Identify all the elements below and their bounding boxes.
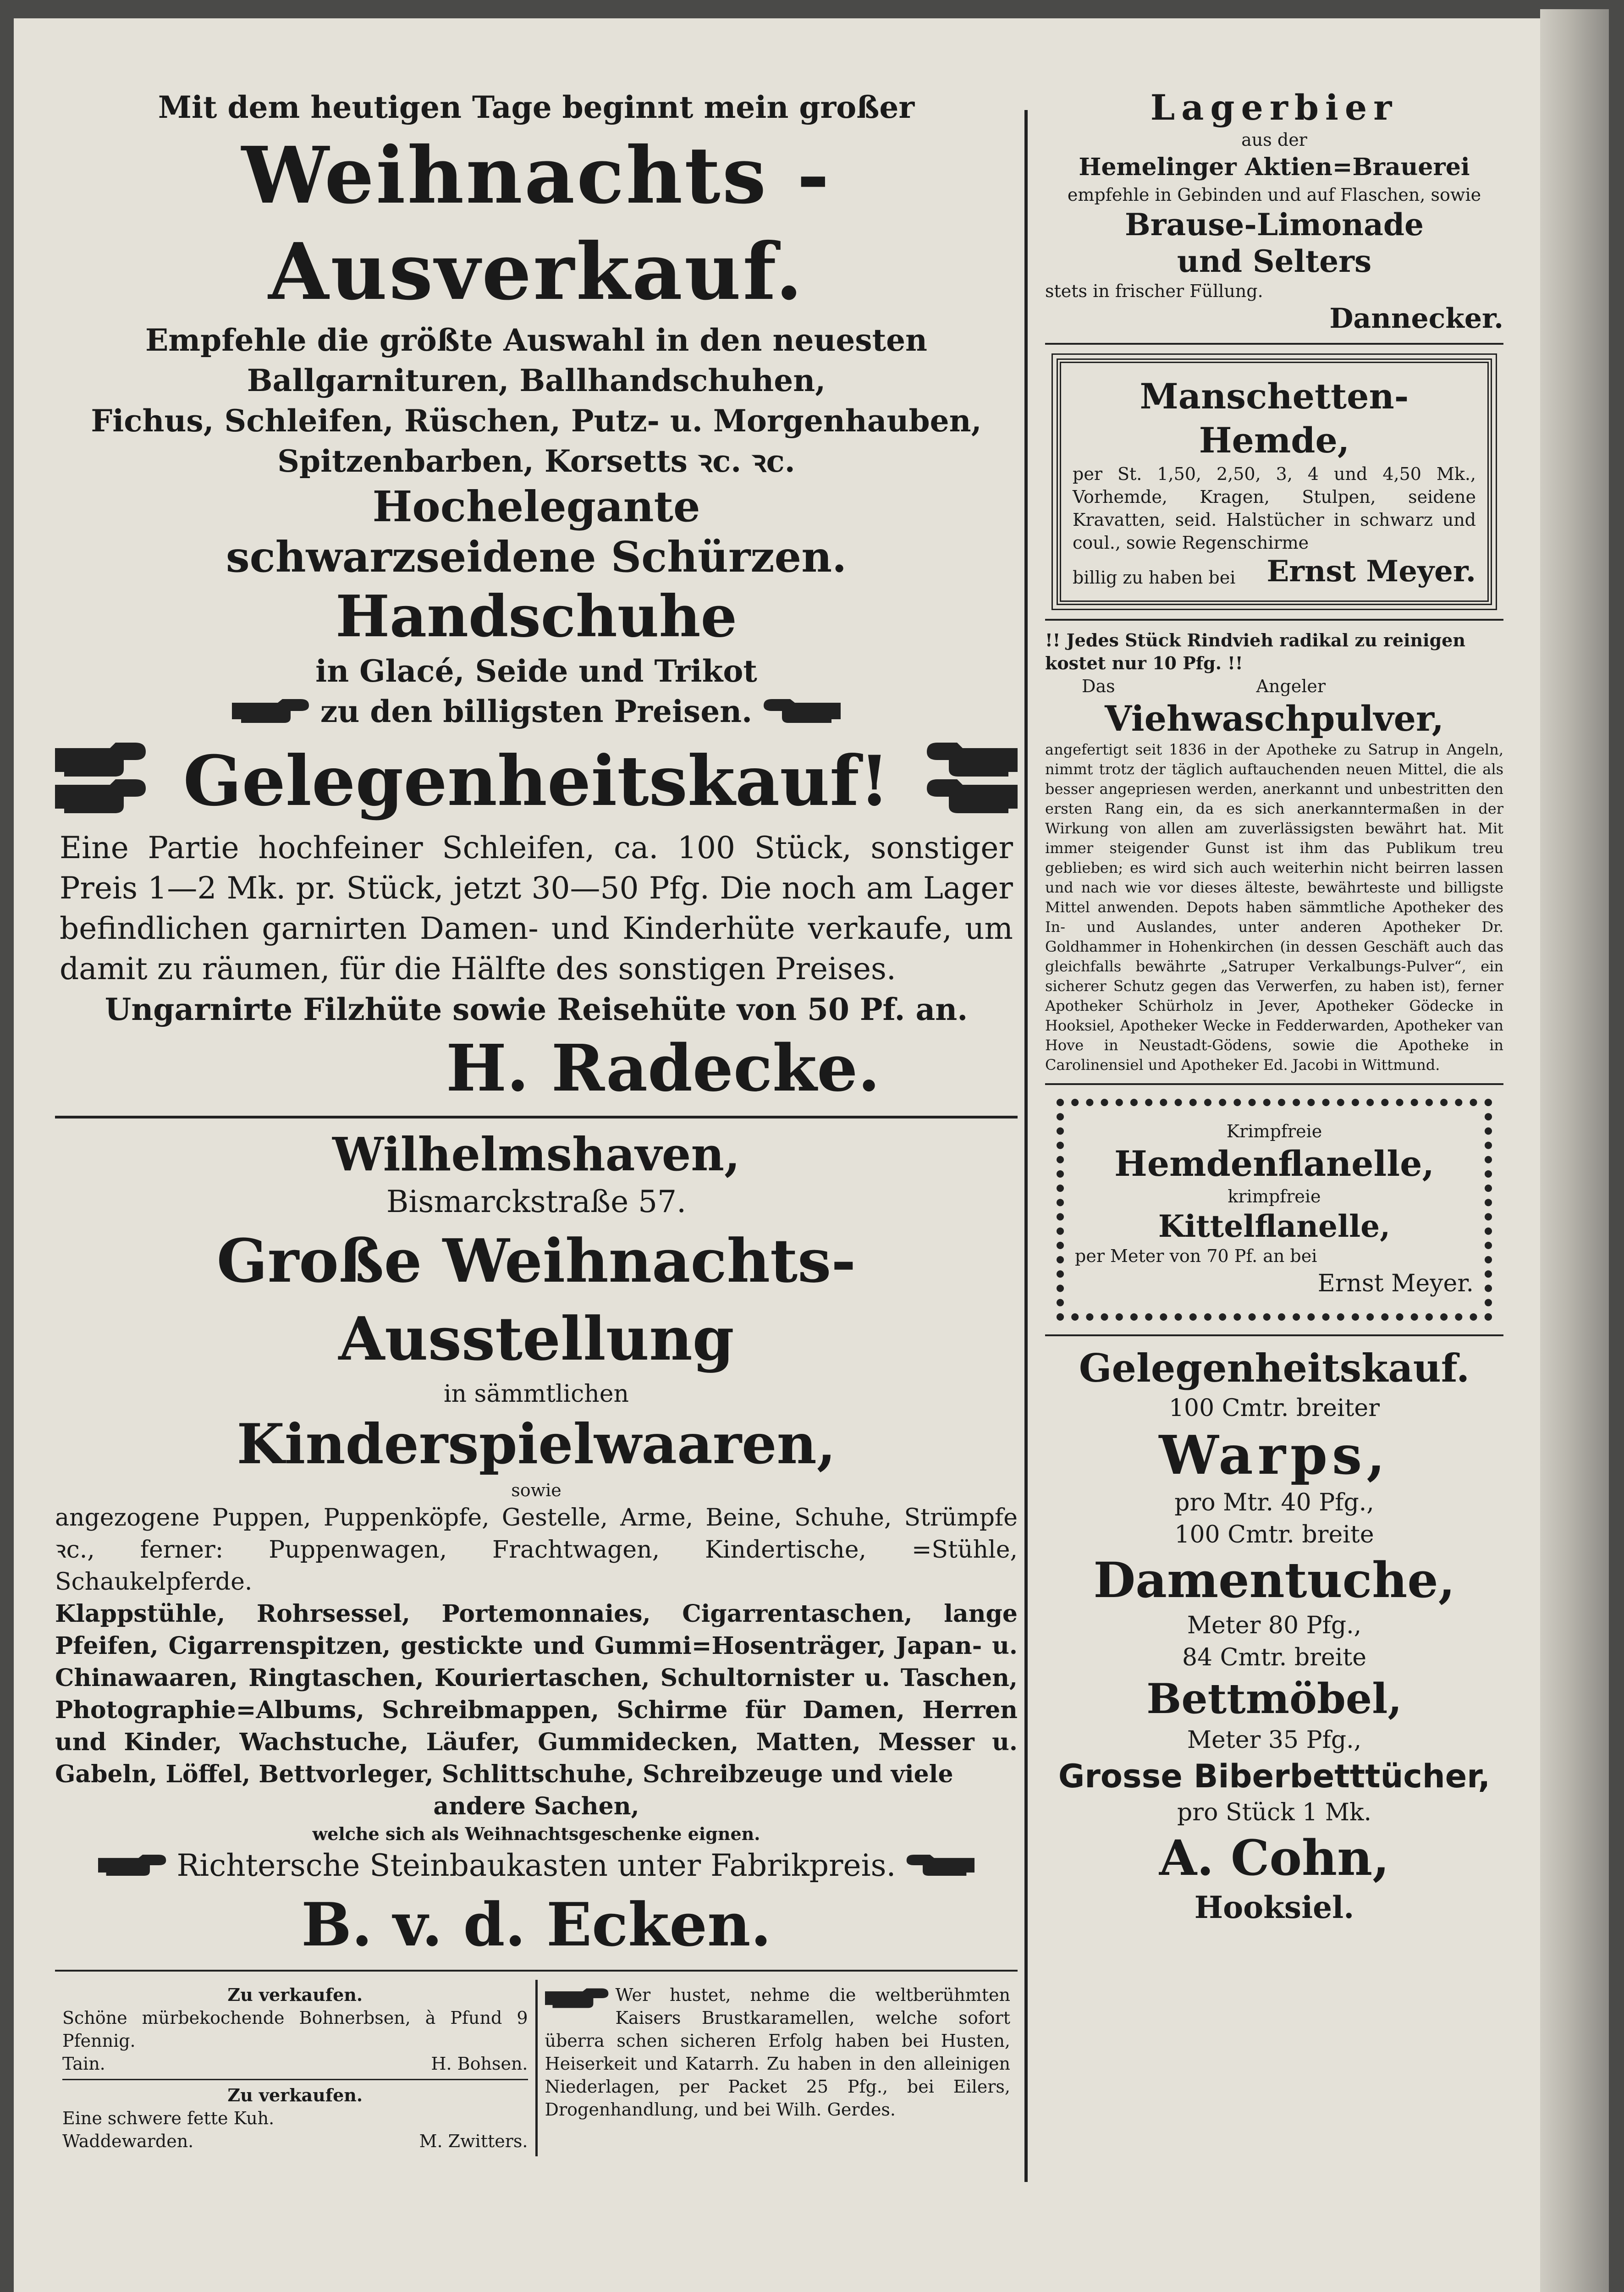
ad-meyer-hemde (1057, 358, 1492, 605)
divider (55, 1116, 1018, 1118)
ecken-line6: Richtersche Steinbaukasten unter Fabrikpreis. (176, 1848, 896, 1883)
small2-text: Wer hustet, nehme die weltberühmten Kaisers Brustkaramellen, welche sofort überra schen sicheren Erfolg haben bei Husten, Heiserkeit und Katarrh. Zu haben in den alleinigen Niederlagen, per Packet 25 Pfg., bei Eilers, Drogenhandlung, und bei Wilh. Gerdes. (545, 1985, 1010, 2120)
ecken-para1: angezogene Puppen, Puppenköpfe, Gestelle, Arme, Beine, Schuhe, Strümpfe ꝛc., ferner: Puppenwagen, Frachtwagen, Kindertische, =Stühle, Schaukelpferde. (55, 1504, 1018, 1596)
cohn-signature: A. Cohn, (1159, 1829, 1390, 1886)
divider (55, 1970, 1018, 1972)
vieh-title: Viehwaschpulver, (1105, 698, 1444, 739)
radecke-signature: H. Radecke. (446, 1031, 880, 1106)
ecken-line3: sowie (511, 1480, 562, 1500)
divider (1045, 1334, 1503, 1336)
dannecker-line1: aus der (1241, 130, 1307, 150)
meyer2-signature: Ernst Meyer. (1317, 1270, 1474, 1297)
dannecker-line5: und Selters (1177, 243, 1372, 279)
radecke-headline: Weihnachts - Ausverkauf. (241, 130, 831, 318)
cohn-line1: 100 Cmtr. breiter (1168, 1394, 1380, 1422)
dannecker-line3: empfehle in Gebinden und auf Flaschen, sowie (1067, 185, 1481, 205)
small-ads-row (55, 1980, 1018, 2156)
ecken-line2: Kinderspielwaaren, (237, 1412, 836, 1477)
pointing-hand-right-icon (232, 694, 310, 734)
small1-place2: Waddewarden. (62, 2131, 194, 2151)
meyer1-text: per St. 1,50, 2,50, 3, 4 und 4,50 Mk., Vorhemde, Kragen, Stulpen, seidene Kravatten, seid. Halstücher in schwarz und coul., sowie Regenschirme (1073, 464, 1476, 553)
meyer1-signature: Ernst Meyer. (1266, 554, 1476, 589)
dannecker-signature: Dannecker. (1329, 303, 1503, 335)
ecken-headline: Große Weihnachts-Ausstellung (216, 1226, 856, 1374)
radecke-line5: Hochelegante (372, 482, 700, 531)
radecke-intro: Mit dem heutigen Tage beginnt mein großer (158, 89, 915, 125)
pointing-hand-left-icon (763, 694, 841, 734)
cohn-line4: 100 Cmtr. breite (1174, 1521, 1374, 1548)
small1-text: Schöne mürbekochende Bohnerbsen, à Pfund 9 Pfennig. (62, 2008, 528, 2051)
ecken-line1: in sämmtlichen (444, 1380, 629, 1408)
ad-dannecker (1045, 87, 1503, 335)
vieh-angeler: Angeler (1256, 676, 1326, 696)
dannecker-line6: stets in frischer Füllung. (1045, 281, 1263, 301)
dannecker-footer (1045, 280, 1503, 303)
ecken-signature: B. v. d. Ecken. (301, 1890, 771, 1960)
ad-radecke (55, 87, 1018, 1107)
radecke-line10: Ungarnirte Filzhüte sowie Reisehüte von 50 Pf. an. (105, 992, 968, 1027)
cohn-line11: pro Stück 1 Mk. (1177, 1799, 1372, 1826)
newspaper-page (14, 18, 1540, 2292)
ecken-city: Wilhelmshaven, (332, 1127, 740, 1181)
meyer2-footer (1075, 1245, 1474, 1267)
pointing-hand-right-icon (98, 1848, 167, 1888)
ecken-para2: Klappstühle, Rohrsessel, Portemonnaies, Cigarrentaschen, lange Pfeifen, Cigarrenspitzen, gestickte und Gummi=Hosenträger, Japan- u. Chinawaaren, Ringtaschen, Kouriertaschen, Schultornister u. Taschen, Photographie=Albums, Schreibmappen, Schirme für Damen, Herren und Kinder, Wachstuche, Läufer, Gummidecken, Matten, Messer u. Gabeln, Löffel, Bettvorleger, Schlittschuhe, Schreibzeuge und viele (55, 1600, 1018, 1788)
cohn-line5: Damentuche, (1093, 1551, 1455, 1609)
radecke-line4: Spitzenbarben, Korsetts ꝛc. ꝛc. (277, 443, 795, 479)
ecken-street: Bismarckstraße 57. (386, 1184, 687, 1219)
meyer2-line5: per Meter von 70 Pf. an bei (1075, 1246, 1317, 1266)
cohn-line2: Warps, (1159, 1424, 1390, 1487)
cohn-place: Hooksiel. (1194, 1890, 1354, 1925)
ad-ecken (55, 1127, 1018, 1961)
vieh-top: !! Jedes Stück Rindvieh radikal zu reinigen kostet nur 10 Pfg. !! (1045, 630, 1465, 673)
meyer2-line1: Krimpfreie (1226, 1121, 1322, 1141)
vieh-text: angefertigt seit 1836 in der Apotheke zu Satrup in Angeln, nimmt trotz der täglich auftauchenden neuen Mittel, die als besser angepriesen werden, anerkannt und unbestritten den ersten Rang ein, da es sich anerkanntermaßen in der Wirkung von allen am zuverlässigsten bewährt hat. Mit immer steigender Gunst ist ihm das Publikum treu geblieben; es wird sich auch weiterhin nicht beirren lassen und nach wie vor dieses älteste, bewährteste und billigste Mittel anwenden. Depots haben sämmtliche Apotheker des In- und Auslandes, unter anderen Apotheker Dr. Goldhammer in Hohenkirchen (in dessen Geschäft auch das gleichfalls bewährte „Satruper Verkalbungs-Pulver“, ein sicherer Schutz gegen das Verwerfen, zu haben ist), ferner Apotheker Schürholz in Jever, Apotheker Gödecke in Hooksiel, Apotheker Wecke in Fedderwarden, Apotheker van Hove in Neustadt-Gödens, sowie die Apotheke in Carolinensiel und Apotheker Ed. Jacobi in Wittmund. (1045, 741, 1503, 1074)
radecke-headline2: Gelegenheitskauf! (183, 741, 890, 821)
cohn-line6: Meter 80 Pfg., (1187, 1612, 1362, 1639)
ad-viehwaschpulver (1045, 629, 1503, 1075)
cohn-line3: pro Mtr. 40 Pfg., (1174, 1489, 1374, 1516)
ecken-line6-row (55, 1846, 1018, 1888)
cohn-line10: Grosse Biberbetttücher, (1058, 1758, 1491, 1795)
divider (1045, 343, 1503, 345)
meyer2-line4: Kittelflanelle, (1158, 1208, 1391, 1244)
meyer1-line: billig zu haben bei (1073, 567, 1236, 588)
ecken-line5: welche sich als Weihnachtsgeschenke eignen. (312, 1824, 760, 1844)
cohn-line9: Meter 35 Pfg., (1187, 1726, 1362, 1754)
radecke-headline2-row (55, 739, 1018, 823)
double-pointing-hands-right-icon (55, 739, 147, 823)
small1-text2: Eine schwere fette Kuh. (62, 2108, 275, 2128)
divider (1045, 1083, 1503, 1085)
pointing-hand-left-icon (906, 1848, 974, 1888)
meyer1-footer (1073, 554, 1476, 589)
cohn-line7: 84 Cmtr. breite (1182, 1644, 1367, 1671)
double-pointing-hands-left-icon (926, 739, 1018, 823)
cohn-title: Gelegenheitskauf. (1079, 1345, 1470, 1391)
right-column (1045, 87, 1503, 1928)
small1-title2: Zu verkaufen. (227, 2085, 363, 2105)
vieh-subhead (1045, 675, 1503, 698)
radecke-line3: Fichus, Schleifen, Rüschen, Putz- u. Morgenhauben, (91, 403, 982, 439)
small1-name: H. Bohsen. (431, 2054, 528, 2074)
radecke-line1: Empfehle die größte Auswahl in den neuesten (145, 322, 928, 358)
small1-name2: M. Zwitters. (419, 2131, 528, 2151)
page-edge (1540, 9, 1609, 2292)
column-rule (1024, 110, 1028, 2182)
ad-small-kaisers (535, 1980, 1018, 2156)
divider (62, 2079, 528, 2080)
divider (1045, 619, 1503, 621)
radecke-line7: Handschuhe (335, 583, 738, 650)
radecke-line8: in Glacé, Seide und Trikot (315, 653, 757, 689)
ad-meyer-flanelle (1057, 1099, 1492, 1321)
ad-cohn (1045, 1344, 1503, 1928)
left-column (55, 87, 1018, 2156)
radecke-line9: zu den billigsten Preisen. (320, 694, 753, 729)
pointing-hand-right-icon (545, 1986, 609, 2012)
meyer2-line2: Hemdenflanelle, (1114, 1143, 1434, 1184)
meyer1-title: Manschetten-Hemde, (1140, 376, 1409, 461)
small1-footer (62, 2052, 528, 2075)
radecke-line2: Ballgarnituren, Ballhandschuhen, (247, 363, 826, 398)
vieh-das: Das (1082, 676, 1115, 696)
cohn-line8: Bettmöbel, (1146, 1675, 1402, 1723)
dannecker-line2: Hemelinger Aktien=Brauerei (1079, 153, 1470, 181)
meyer2-line3: krimpfreie (1228, 1186, 1321, 1207)
small1-footer2 (62, 2130, 528, 2153)
dannecker-line4: Brause-Limonade (1124, 207, 1424, 242)
radecke-line9-row (55, 691, 1018, 734)
radecke-line6: schwarzseidene Schürzen. (226, 532, 847, 582)
ecken-line4: andere Sachen, (433, 1792, 639, 1820)
radecke-para: Eine Partie hochfeiner Schleifen, ca. 100 Stück, sonstiger Preis 1—2 Mk. pr. Stück, jetzt 30—50 Pfg. Die noch am Lager befindlichen garnirten Damen- und Kinderhüte verkaufe, um damit zu räumen, für die Hälfte des sonstigen Preises. (60, 830, 1013, 986)
small1-place: Tain. (62, 2054, 105, 2074)
small1-title: Zu verkaufen. (227, 1984, 363, 2005)
dannecker-title: Lagerbier (1150, 87, 1398, 128)
ad-small-bohsen (55, 1980, 535, 2156)
